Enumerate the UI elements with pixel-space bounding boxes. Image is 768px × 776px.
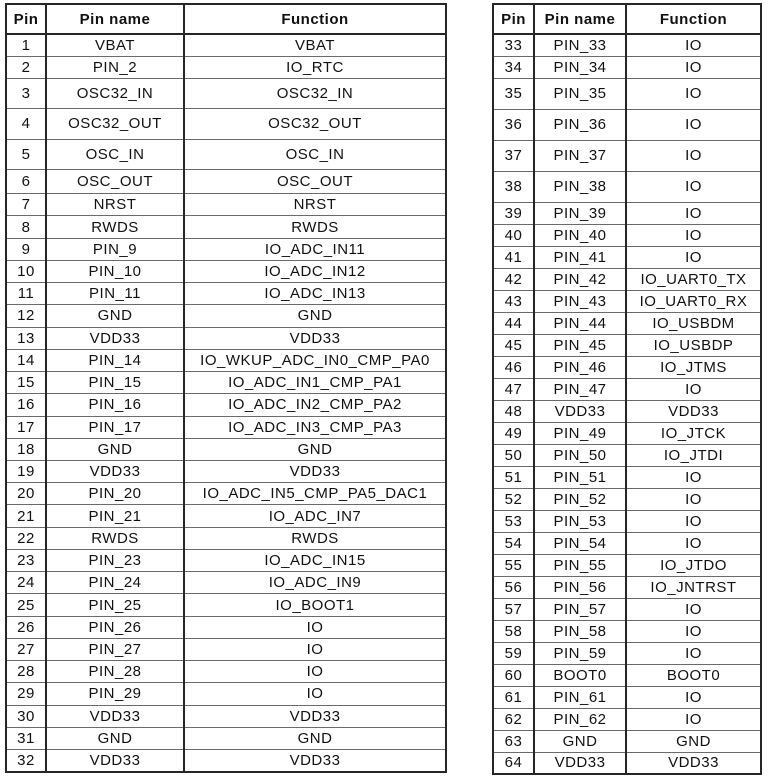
function-cell: VDD33 bbox=[626, 752, 761, 774]
pin-name-cell: PIN_53 bbox=[534, 510, 626, 532]
table-row bbox=[6, 260, 446, 282]
table-row bbox=[493, 246, 761, 268]
pin-name-cell: PIN_16 bbox=[46, 394, 184, 416]
table-row bbox=[6, 705, 446, 727]
pin-name-cell: PIN_47 bbox=[534, 378, 626, 400]
function-cell: NRST bbox=[184, 194, 446, 216]
pin-cell: 32 bbox=[6, 750, 46, 772]
function-cell: IO_JTMS bbox=[626, 356, 761, 378]
pin-name-cell: NRST bbox=[46, 194, 184, 216]
function-cell: OSC32_OUT bbox=[184, 109, 446, 139]
column-header: Pin bbox=[493, 4, 534, 34]
pin-name-cell: PIN_29 bbox=[46, 683, 184, 705]
table-row bbox=[493, 576, 761, 598]
table-row bbox=[493, 554, 761, 576]
pin-name-cell: PIN_42 bbox=[534, 268, 626, 290]
table-row bbox=[6, 372, 446, 394]
pin-cell: 4 bbox=[6, 109, 46, 139]
pin-name-cell: PIN_11 bbox=[46, 283, 184, 305]
table-row bbox=[493, 78, 761, 109]
function-cell: IO bbox=[626, 598, 761, 620]
column-header: Pin bbox=[6, 4, 46, 34]
function-cell: VDD33 bbox=[184, 750, 446, 772]
table-row bbox=[493, 532, 761, 554]
pin-name-cell: PIN_10 bbox=[46, 260, 184, 282]
function-cell: IO bbox=[626, 202, 761, 224]
pin-name-cell: PIN_46 bbox=[534, 356, 626, 378]
table-row bbox=[6, 283, 446, 305]
function-cell: IO_ADC_IN11 bbox=[184, 238, 446, 260]
table-row bbox=[6, 527, 446, 549]
pin-name-cell: PIN_55 bbox=[534, 554, 626, 576]
function-cell: IO bbox=[626, 140, 761, 171]
column-header: Function bbox=[184, 4, 446, 34]
pin-name-cell: BOOT0 bbox=[534, 664, 626, 686]
function-cell: IO_UART0_TX bbox=[626, 268, 761, 290]
pin-name-cell: PIN_36 bbox=[534, 109, 626, 140]
function-cell: IO bbox=[626, 708, 761, 730]
table-row bbox=[493, 708, 761, 730]
pin-cell: 42 bbox=[493, 268, 534, 290]
header-row bbox=[6, 4, 446, 34]
function-cell: IO bbox=[626, 466, 761, 488]
table-row bbox=[493, 290, 761, 312]
function-cell: IO_UART0_RX bbox=[626, 290, 761, 312]
pin-name-cell: PIN_9 bbox=[46, 238, 184, 260]
function-cell: IO bbox=[626, 56, 761, 78]
pin-name-cell: PIN_27 bbox=[46, 638, 184, 660]
function-cell: IO_ADC_IN15 bbox=[184, 549, 446, 571]
pin-cell: 22 bbox=[6, 527, 46, 549]
pin-cell: 2 bbox=[6, 56, 46, 78]
function-cell: IO_JTDO bbox=[626, 554, 761, 576]
pin-name-cell: VDD33 bbox=[46, 705, 184, 727]
pin-cell: 34 bbox=[493, 56, 534, 78]
pin-name-cell: PIN_37 bbox=[534, 140, 626, 171]
table-row bbox=[493, 400, 761, 422]
pin-cell: 33 bbox=[493, 34, 534, 56]
table-row bbox=[6, 327, 446, 349]
table-row bbox=[493, 224, 761, 246]
pin-name-cell: RWDS bbox=[46, 216, 184, 238]
pin-cell: 58 bbox=[493, 620, 534, 642]
pin-cell: 38 bbox=[493, 171, 534, 202]
pin-cell: 26 bbox=[6, 616, 46, 638]
pin-cell: 18 bbox=[6, 438, 46, 460]
function-cell: IO bbox=[184, 661, 446, 683]
pin-name-cell: PIN_24 bbox=[46, 572, 184, 594]
function-cell: IO_RTC bbox=[184, 56, 446, 78]
pin-cell: 37 bbox=[493, 140, 534, 171]
function-cell: IO bbox=[626, 532, 761, 554]
pin-cell: 11 bbox=[6, 283, 46, 305]
function-cell: IO bbox=[626, 686, 761, 708]
pin-name-cell: VDD33 bbox=[534, 400, 626, 422]
pin-name-cell: OSC32_IN bbox=[46, 78, 184, 108]
table-row bbox=[6, 238, 446, 260]
pin-cell: 61 bbox=[493, 686, 534, 708]
pin-name-cell: VDD33 bbox=[46, 750, 184, 772]
function-cell: GND bbox=[184, 438, 446, 460]
function-cell: BOOT0 bbox=[626, 664, 761, 686]
pin-cell: 3 bbox=[6, 78, 46, 108]
pin-cell: 40 bbox=[493, 224, 534, 246]
table-row bbox=[493, 598, 761, 620]
table-row bbox=[6, 549, 446, 571]
table-row bbox=[493, 140, 761, 171]
function-cell: IO bbox=[626, 109, 761, 140]
table-row bbox=[493, 752, 761, 774]
table-row bbox=[493, 171, 761, 202]
function-cell: IO_JTCK bbox=[626, 422, 761, 444]
table-row bbox=[6, 394, 446, 416]
pin-cell: 59 bbox=[493, 642, 534, 664]
table-row bbox=[493, 378, 761, 400]
pin-cell: 48 bbox=[493, 400, 534, 422]
pin-cell: 46 bbox=[493, 356, 534, 378]
table-row bbox=[493, 664, 761, 686]
table-row bbox=[6, 216, 446, 238]
pin-name-cell: PIN_2 bbox=[46, 56, 184, 78]
pin-name-cell: PIN_15 bbox=[46, 372, 184, 394]
pin-name-cell: PIN_40 bbox=[534, 224, 626, 246]
pin-name-cell: PIN_57 bbox=[534, 598, 626, 620]
pin-name-cell: GND bbox=[534, 730, 626, 752]
pin-cell: 36 bbox=[493, 109, 534, 140]
table-row bbox=[493, 488, 761, 510]
pin-name-cell: VBAT bbox=[46, 34, 184, 56]
pin-cell: 16 bbox=[6, 394, 46, 416]
pin-name-cell: VDD33 bbox=[534, 752, 626, 774]
table-row bbox=[6, 34, 446, 56]
pin-name-cell: GND bbox=[46, 727, 184, 749]
pin-name-cell: GND bbox=[46, 305, 184, 327]
pin-cell: 49 bbox=[493, 422, 534, 444]
function-cell: GND bbox=[184, 727, 446, 749]
pin-cell: 19 bbox=[6, 461, 46, 483]
function-cell: VDD33 bbox=[184, 705, 446, 727]
function-cell: IO bbox=[626, 378, 761, 400]
pin-cell: 53 bbox=[493, 510, 534, 532]
pin-cell: 7 bbox=[6, 194, 46, 216]
table-row bbox=[493, 686, 761, 708]
pin-name-cell: PIN_54 bbox=[534, 532, 626, 554]
table-row bbox=[6, 438, 446, 460]
table-row bbox=[493, 334, 761, 356]
pin-cell: 52 bbox=[493, 488, 534, 510]
pin-cell: 28 bbox=[6, 661, 46, 683]
pin-name-cell: PIN_56 bbox=[534, 576, 626, 598]
pin-name-cell: OSC_OUT bbox=[46, 169, 184, 193]
function-cell: VDD33 bbox=[184, 327, 446, 349]
pin-name-cell: PIN_50 bbox=[534, 444, 626, 466]
pin-cell: 5 bbox=[6, 139, 46, 169]
pin-cell: 41 bbox=[493, 246, 534, 268]
table-row bbox=[6, 56, 446, 78]
pin-name-cell: PIN_39 bbox=[534, 202, 626, 224]
table-row bbox=[6, 683, 446, 705]
pin-name-cell: PIN_26 bbox=[46, 616, 184, 638]
pin-cell: 10 bbox=[6, 260, 46, 282]
pin-name-cell: PIN_58 bbox=[534, 620, 626, 642]
table-row bbox=[6, 349, 446, 371]
pin-cell: 12 bbox=[6, 305, 46, 327]
table-row bbox=[6, 461, 446, 483]
column-header: Pin name bbox=[46, 4, 184, 34]
table-row bbox=[6, 594, 446, 616]
function-cell: IO bbox=[626, 642, 761, 664]
pin-name-cell: PIN_38 bbox=[534, 171, 626, 202]
table-row bbox=[6, 194, 446, 216]
table-row bbox=[493, 312, 761, 334]
function-cell: GND bbox=[626, 730, 761, 752]
pin-cell: 35 bbox=[493, 78, 534, 109]
function-cell: IO_JNTRST bbox=[626, 576, 761, 598]
pin-name-cell: PIN_20 bbox=[46, 483, 184, 505]
pin-name-cell: PIN_35 bbox=[534, 78, 626, 109]
pin-name-cell: PIN_21 bbox=[46, 505, 184, 527]
function-cell: VDD33 bbox=[184, 461, 446, 483]
function-cell: IO_JTDI bbox=[626, 444, 761, 466]
pin-table-right bbox=[492, 3, 762, 775]
pin-cell: 23 bbox=[6, 549, 46, 571]
pin-cell: 63 bbox=[493, 730, 534, 752]
pin-name-cell: PIN_51 bbox=[534, 466, 626, 488]
function-cell: OSC_OUT bbox=[184, 169, 446, 193]
function-cell: VDD33 bbox=[626, 400, 761, 422]
table-row bbox=[6, 169, 446, 193]
table-row bbox=[6, 78, 446, 108]
pin-name-cell: PIN_25 bbox=[46, 594, 184, 616]
function-cell: IO bbox=[626, 171, 761, 202]
function-cell: IO bbox=[626, 34, 761, 56]
pin-name-cell: PIN_17 bbox=[46, 416, 184, 438]
table-row bbox=[6, 483, 446, 505]
pin-name-cell: PIN_14 bbox=[46, 349, 184, 371]
function-cell: IO_ADC_IN13 bbox=[184, 283, 446, 305]
pin-cell: 21 bbox=[6, 505, 46, 527]
function-cell: IO_ADC_IN12 bbox=[184, 260, 446, 282]
pin-name-cell: PIN_61 bbox=[534, 686, 626, 708]
pin-cell: 29 bbox=[6, 683, 46, 705]
table-row bbox=[6, 661, 446, 683]
table-row bbox=[6, 750, 446, 772]
pin-cell: 25 bbox=[6, 594, 46, 616]
function-cell: IO bbox=[626, 510, 761, 532]
function-cell: IO bbox=[184, 638, 446, 660]
function-cell: IO_ADC_IN3_CMP_PA3 bbox=[184, 416, 446, 438]
table-row bbox=[493, 510, 761, 532]
pin-cell: 44 bbox=[493, 312, 534, 334]
function-cell: IO_WKUP_ADC_IN0_CMP_PA0 bbox=[184, 349, 446, 371]
pin-cell: 31 bbox=[6, 727, 46, 749]
function-cell: GND bbox=[184, 305, 446, 327]
pin-name-cell: PIN_41 bbox=[534, 246, 626, 268]
function-cell: IO bbox=[184, 683, 446, 705]
pin-cell: 13 bbox=[6, 327, 46, 349]
pin-name-cell: PIN_62 bbox=[534, 708, 626, 730]
table-row bbox=[493, 730, 761, 752]
function-cell: IO_ADC_IN9 bbox=[184, 572, 446, 594]
table-row bbox=[6, 572, 446, 594]
table-row bbox=[6, 638, 446, 660]
function-cell: IO_USBDM bbox=[626, 312, 761, 334]
pin-cell: 14 bbox=[6, 349, 46, 371]
pin-table-left bbox=[5, 3, 447, 773]
pin-cell: 56 bbox=[493, 576, 534, 598]
pin-cell: 39 bbox=[493, 202, 534, 224]
function-cell: IO bbox=[626, 78, 761, 109]
table-row bbox=[493, 444, 761, 466]
pin-cell: 54 bbox=[493, 532, 534, 554]
function-cell: IO_ADC_IN2_CMP_PA2 bbox=[184, 394, 446, 416]
pin-name-cell: PIN_23 bbox=[46, 549, 184, 571]
table-row bbox=[6, 305, 446, 327]
pin-name-cell: PIN_49 bbox=[534, 422, 626, 444]
column-header: Function bbox=[626, 4, 761, 34]
pin-name-cell: PIN_45 bbox=[534, 334, 626, 356]
pin-cell: 1 bbox=[6, 34, 46, 56]
column-header: Pin name bbox=[534, 4, 626, 34]
function-cell: OSC_IN bbox=[184, 139, 446, 169]
function-cell: IO_USBDP bbox=[626, 334, 761, 356]
pin-cell: 45 bbox=[493, 334, 534, 356]
pin-name-cell: PIN_33 bbox=[534, 34, 626, 56]
pin-name-cell: PIN_52 bbox=[534, 488, 626, 510]
table-row bbox=[493, 620, 761, 642]
table-row bbox=[6, 416, 446, 438]
pin-cell: 8 bbox=[6, 216, 46, 238]
pin-name-cell: GND bbox=[46, 438, 184, 460]
table-row bbox=[6, 139, 446, 169]
function-cell: IO_ADC_IN5_CMP_PA5_DAC1 bbox=[184, 483, 446, 505]
table-row bbox=[493, 466, 761, 488]
table-row bbox=[493, 56, 761, 78]
pin-name-cell: VDD33 bbox=[46, 327, 184, 349]
function-cell: IO bbox=[626, 620, 761, 642]
table-row bbox=[493, 109, 761, 140]
pin-name-cell: VDD33 bbox=[46, 461, 184, 483]
table-row bbox=[493, 356, 761, 378]
pin-cell: 55 bbox=[493, 554, 534, 576]
table-row bbox=[6, 616, 446, 638]
pin-cell: 9 bbox=[6, 238, 46, 260]
function-cell: OSC32_IN bbox=[184, 78, 446, 108]
pin-name-cell: PIN_43 bbox=[534, 290, 626, 312]
pin-name-cell: RWDS bbox=[46, 527, 184, 549]
pin-cell: 51 bbox=[493, 466, 534, 488]
function-cell: IO bbox=[626, 488, 761, 510]
function-cell: IO_ADC_IN1_CMP_PA1 bbox=[184, 372, 446, 394]
table-row bbox=[493, 642, 761, 664]
function-cell: IO bbox=[626, 246, 761, 268]
table-row bbox=[493, 422, 761, 444]
function-cell: RWDS bbox=[184, 216, 446, 238]
pin-cell: 20 bbox=[6, 483, 46, 505]
pin-cell: 17 bbox=[6, 416, 46, 438]
header-row bbox=[493, 4, 761, 34]
table-row bbox=[6, 109, 446, 139]
pin-cell: 27 bbox=[6, 638, 46, 660]
pin-cell: 24 bbox=[6, 572, 46, 594]
pin-name-cell: PIN_59 bbox=[534, 642, 626, 664]
function-cell: IO_BOOT1 bbox=[184, 594, 446, 616]
pin-name-cell: OSC_IN bbox=[46, 139, 184, 169]
pin-cell: 57 bbox=[493, 598, 534, 620]
pin-name-cell: PIN_34 bbox=[534, 56, 626, 78]
pin-cell: 43 bbox=[493, 290, 534, 312]
function-cell: IO bbox=[184, 616, 446, 638]
pin-cell: 30 bbox=[6, 705, 46, 727]
pin-cell: 47 bbox=[493, 378, 534, 400]
table-row bbox=[493, 202, 761, 224]
pin-cell: 50 bbox=[493, 444, 534, 466]
function-cell: RWDS bbox=[184, 527, 446, 549]
table-row bbox=[6, 505, 446, 527]
pin-cell: 60 bbox=[493, 664, 534, 686]
pin-name-cell: OSC32_OUT bbox=[46, 109, 184, 139]
table-row bbox=[493, 268, 761, 290]
pin-name-cell: PIN_28 bbox=[46, 661, 184, 683]
pin-cell: 62 bbox=[493, 708, 534, 730]
pin-name-cell: PIN_44 bbox=[534, 312, 626, 334]
table-row bbox=[493, 34, 761, 56]
function-cell: VBAT bbox=[184, 34, 446, 56]
pin-cell: 6 bbox=[6, 169, 46, 193]
pin-cell: 64 bbox=[493, 752, 534, 774]
pin-cell: 15 bbox=[6, 372, 46, 394]
function-cell: IO bbox=[626, 224, 761, 246]
function-cell: IO_ADC_IN7 bbox=[184, 505, 446, 527]
table-row bbox=[6, 727, 446, 749]
